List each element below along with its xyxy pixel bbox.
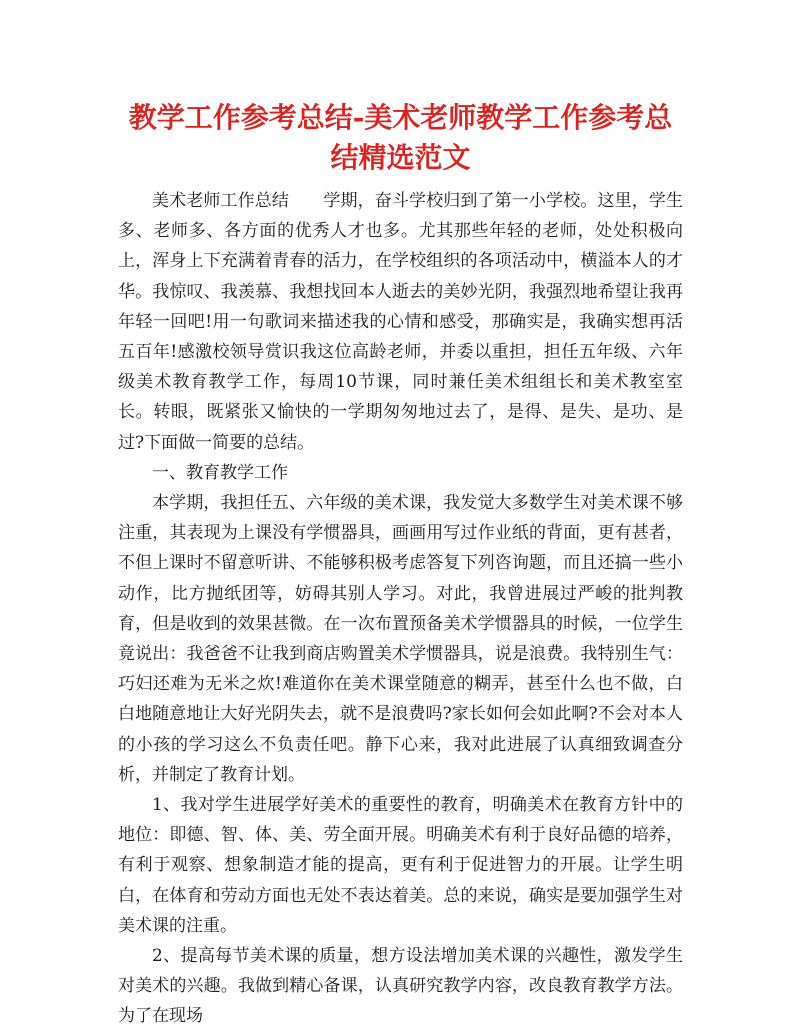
document-page xyxy=(118,98,683,1032)
document-body xyxy=(118,186,683,1032)
paragraph-point-1: 1、我对学生进展学好美术的重要性的教育，明确美术在教育方针中的地位：即德、智、体、美、劳全面开展。明确美术有利于良好品德的培养，有利于观察、想象制造才能的提高，更有利于促进智力的开展。让学生明白，在体育和劳动方面也无处不表达着美。总的来说，确实是要加强学生对美术课的注重。 xyxy=(118,795,683,936)
section-heading: 一、教育教学工作 xyxy=(152,462,288,483)
document-title: 教学工作参考总结-美术老师教学工作参考总结精选范文 xyxy=(128,101,673,174)
paragraph-point-2: 2、提高每节美术课的质量，想方设法增加美术课的兴趣性，激发学生对美术的兴趣。我做到精心备课，认真研究教学内容，改良教育教学方法。为了在现场 xyxy=(118,946,683,1027)
paragraph-intro: 美术老师工作总结 学期，奋斗学校归到了第一小学校。这里，学生多、老师多、各方面的优秀人才也多。尤其那些年轻的老师，处处积极向上，浑身上下充满着青春的活力，在学校组织的各项活动中，横溢本人的才华。我惊叹、我羡慕、我想找回本人逝去的美妙光阴，我强烈地希望让我再年轻一回吧!用一句歌词来描述我的心情和感受，那确实是，我确实想再活五百年!感激校领导赏识我这位高龄老师，并委以重担，担任五年级、六年级美术教育教学工作，每周10节课，同时兼任美术组组长和美术教室室长。转眼，既紧张又愉快的一学期匆匆地过去了，是得、是失、是功、是过?下面做一简要的总结。 xyxy=(118,191,683,453)
paragraph-teaching: 本学期，我担任五、六年级的美术课，我发觉大多数学生对美术课不够注重，其表现为上课没有学惯器具，画画用写过作业纸的背面，更有甚者，不但上课时不留意听讲、不能够积极考虑答复下列咨询题，而且还搞一些小动作，比方抛纸团等，妨碍其别人学习。对此，我曾进展过严峻的批判教育，但是收到的效果甚微。在一次布置预备美术学惯器具的时候，一位学生竟说出：我爸爸不让我到商店购置美术学惯器具，说是浪费。我特别生气：巧妇还难为无米之炊!难道你在美术课堂随意的糊弄，甚至什么也不做，白白地随意地让大好光阴失去，就不是浪费吗?家长如何会如此啊?不会对本人的小孩的学习这么不负责任吧。静下心来，我对此进展了认真细致调查分析，并制定了教育计划。 xyxy=(118,493,683,785)
